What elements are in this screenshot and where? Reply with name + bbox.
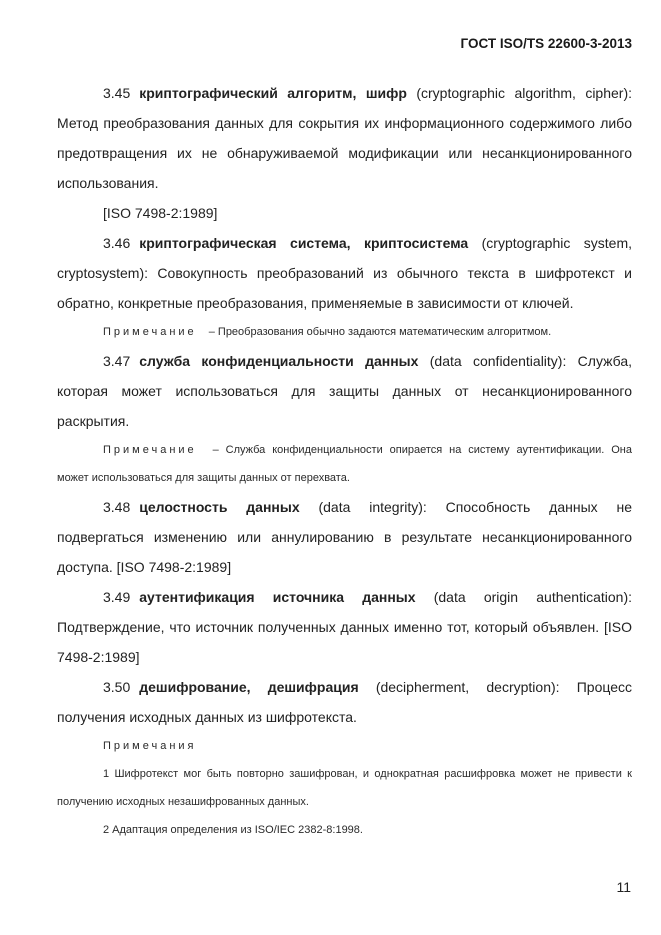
term-3-47 [57,346,632,436]
term-number: 3.49 [103,589,131,605]
note-item-1: 1 Шифротекст мог быть повторно зашифрован, и однократная расшифровка может не привести к получению исходных незашифрованных данных. [57,768,632,808]
note-text: – Преобразования обычно задаются математическим алгоритмом. [208,326,552,338]
term-number: 3.46 [103,235,131,251]
term-name: криптографический алгоритм, шифр [139,85,407,101]
note-3-46 [57,318,632,346]
term-definition: (data confidentiality): Служба, которая может использоваться для защиты данных от несанкционированного раскрытия. [57,353,633,429]
note-text: – Служба конфиденциальности опирается на систему аутентификации. Она может использоваться для защиты данных от перехвата. [57,444,632,484]
term-3-49 [57,582,632,672]
note-3-47 [57,436,632,492]
term-number: 3.45 [103,85,131,101]
note-item-2: 2 Адаптация определения из ISO/IEC 2382-8:1998. [103,824,363,836]
term-name: служба конфиденциальности данных [139,353,419,369]
term-number: 3.47 [103,353,131,369]
note-label: Примечание [103,326,197,338]
term-name: аутентификация источника данных [139,589,416,605]
term-number: 3.50 [103,679,131,695]
term-3-46 [57,228,632,318]
page-number: 11 [616,879,631,895]
term-definition: (data integrity): Способность данных не подвергаться изменению или аннулированию в результате несанкционированного доступа. [ISO 7498-2:1989] [57,499,633,575]
term-name: криптографическая система, криптосистема [139,235,469,251]
term-definition: (cryptographic algorithm, cipher): Метод преобразования данных для сокрытия их информационного содержимого либо предотвращения их не обнаруживаемой модификации или несанкционированного использования. [57,85,633,191]
term-3-50 [57,672,632,732]
iso-reference-3-45: [ISO 7498-2:1989] [103,205,218,221]
notes-heading: Примечания [103,740,197,752]
term-name: целостность данных [139,499,300,515]
term-definition: (data origin authentication): Подтверждение, что источник полученных данных именно тот, который объявлен. [ISO 7498-2:1989] [57,589,632,665]
term-number: 3.48 [103,499,131,515]
note-label: Примечание [103,444,197,456]
term-3-48 [57,492,632,582]
running-header: ГОСТ ISO/TS 22600-3-2013 [460,36,632,51]
term-name: дешифрование, дешифрация [139,679,359,695]
term-definition: (decipherment, decryption): Процесс получения исходных данных из шифротекста. [57,679,632,725]
term-definition: (cryptographic system, cryptosystem): Совокупность преобразований из обычного текста в шифротекст и обратно, конкретные преобразования, применяемые в зависимости от ключей. [57,235,632,311]
term-3-45 [57,78,632,198]
